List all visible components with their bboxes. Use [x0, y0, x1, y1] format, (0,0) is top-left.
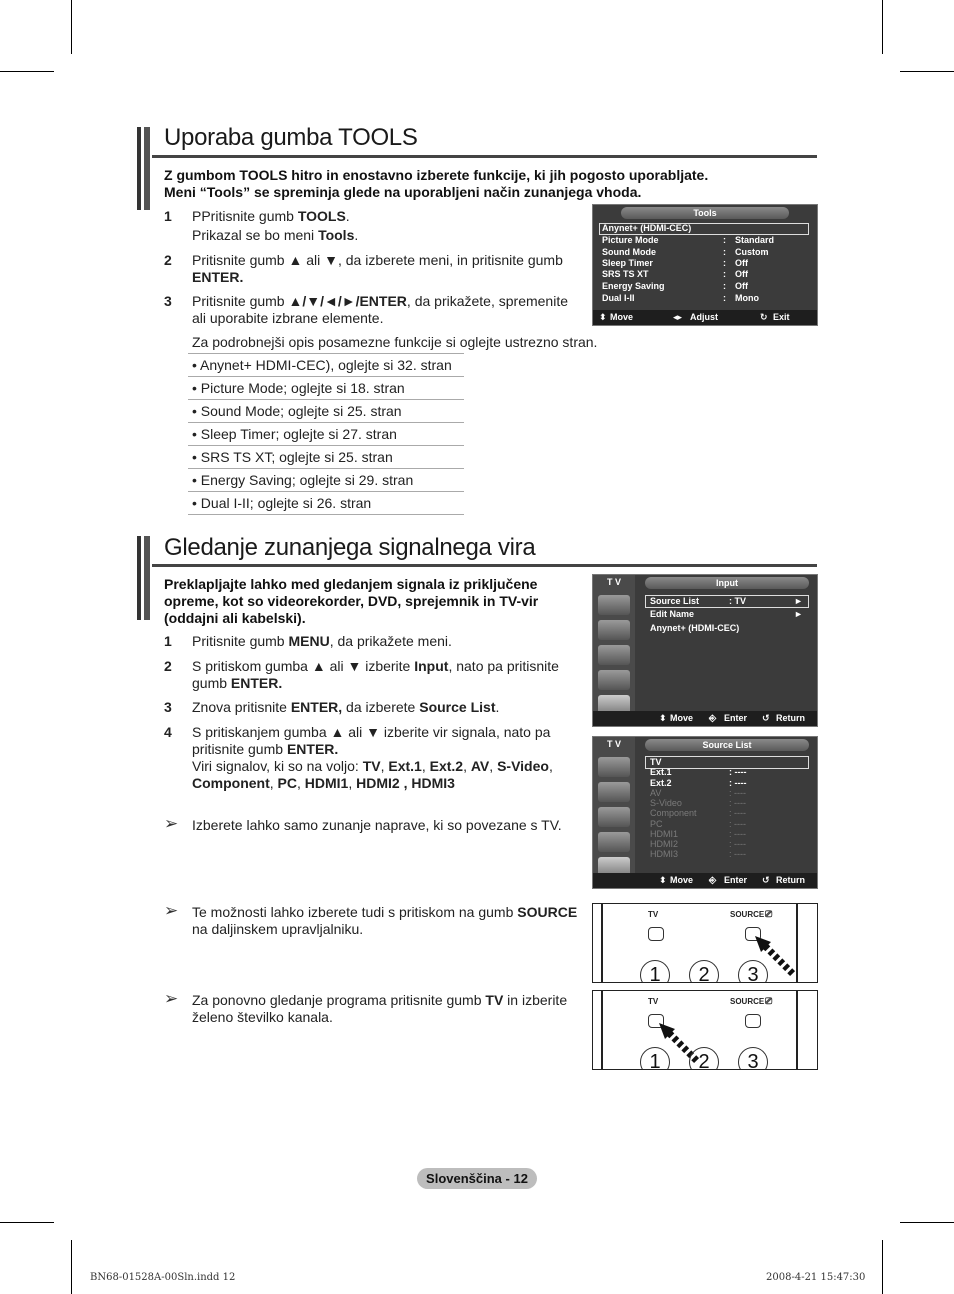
source-icon: ⎚: [765, 909, 773, 919]
source-value: : ----: [729, 839, 746, 849]
menu-value: Mono: [735, 293, 759, 303]
sidebar-label: T V: [606, 739, 621, 749]
menu-item: Anynet+ (HDMI-CEC): [650, 623, 740, 633]
digit-3-button[interactable]: 3: [738, 1047, 768, 1070]
source-value: : ----: [729, 808, 746, 818]
return-icon: ↺: [762, 875, 770, 885]
step-text: S pritiskom gumba ▲ ali ▼ izberite Input, nato pa pritisnite gumb ENTER.: [192, 658, 559, 691]
section-bar: [144, 536, 150, 620]
print-slug-date: 2008-4-21 15:47:30: [766, 1272, 866, 1283]
footer-adjust: Adjust: [690, 312, 718, 322]
source-item: AV: [650, 788, 662, 798]
menu-item: Source List: [650, 596, 700, 606]
source-item: PC: [650, 819, 663, 829]
picture-icon: [598, 757, 630, 777]
refs-intro: Za podrobnejši opis posamezne funkcije si oglejte ustrezno stran.: [192, 334, 598, 350]
remote-edge: [796, 991, 798, 1069]
menu-footer: [593, 310, 817, 325]
step-text: Znova pritisnite ENTER, da izberete Source List.: [192, 699, 500, 715]
note-arrow-icon: ➢: [164, 989, 179, 1008]
menu-item: Sleep Timer: [602, 258, 653, 268]
move-icon: ⬍: [599, 312, 607, 322]
reference-item: • Sleep Timer; oglejte si 27. stran: [188, 422, 464, 445]
source-item: HDMI3: [650, 849, 679, 859]
arrow-right-icon: ►: [794, 596, 803, 606]
reference-item: • Sound Mode; oglejte si 25. stran: [188, 399, 464, 422]
menu-footer: [593, 873, 817, 888]
footer-move: Move: [610, 312, 634, 322]
channel-icon: [598, 807, 630, 827]
digit-1-button[interactable]: 1: [640, 960, 670, 983]
section-bar: [144, 127, 150, 210]
note-text: Te možnosti lahko izberete tudi s pritiskom na gumb SOURCE na daljinskem upravljalniku.: [192, 904, 578, 937]
footer-move: Move: [670, 875, 694, 885]
footer-exit: Exit: [773, 312, 790, 322]
menu-item: Sound Mode: [602, 247, 656, 257]
menu-sep: :: [723, 281, 726, 291]
source-item: HDMI1: [650, 829, 679, 839]
digit-3-button[interactable]: 3: [738, 960, 768, 983]
crop-mark: [71, 0, 72, 54]
sidebar-label: T V: [606, 577, 621, 587]
step-number: 3: [164, 699, 172, 715]
source-value: : ----: [729, 778, 747, 788]
source-value: : ----: [729, 798, 746, 808]
page-number-badge: Slovenščina - 12: [417, 1168, 537, 1189]
remote-edge: [601, 991, 603, 1069]
menu-sep: :: [723, 258, 726, 268]
menu-sep: :: [723, 293, 726, 303]
menu-sep: :: [723, 247, 726, 257]
tv-label: TV: [648, 910, 659, 919]
source-item: HDMI2: [650, 839, 679, 849]
reference-item: • Energy Saving; oglejte si 29. stran: [188, 468, 464, 491]
channel-icon: [598, 645, 630, 665]
menu-value: Custom: [735, 247, 769, 257]
print-slug-file: BN68-01528A-00Sln.indd 12: [90, 1272, 236, 1283]
remote-illustration-source: [592, 903, 818, 983]
input-menu-screenshot: [592, 574, 818, 727]
footer-return: Return: [776, 713, 805, 723]
source-item: Ext.2: [650, 778, 672, 788]
source-value: : ----: [729, 767, 747, 777]
reference-list: [188, 353, 464, 515]
reference-item: • Dual I-II; oglejte si 26. stran: [188, 491, 464, 515]
step-number: 2: [164, 252, 172, 268]
digit-2-button[interactable]: 2: [689, 960, 719, 983]
menu-title: Tools: [621, 207, 789, 219]
step-text: Pritisnite gumb MENU, da prikažete meni.: [192, 633, 452, 649]
section-rule: [152, 564, 817, 567]
source-value: : ----: [729, 788, 746, 798]
section-intro: Preklapljajte lahko med gledanjem signala iz priključene opreme, kot so videorekorder, DVD, sprejemnik in TV-vir (oddajni ali kabelski).: [164, 576, 539, 626]
crop-mark: [71, 1240, 72, 1294]
return-icon: ↺: [762, 713, 770, 723]
footer-move: Move: [670, 713, 694, 723]
note-arrow-icon: ➢: [164, 814, 179, 833]
tv-label: TV: [648, 997, 659, 1006]
remote-edge: [601, 904, 603, 982]
section-bar: [137, 127, 141, 210]
menu-sidebar: [593, 575, 635, 711]
source-value: : ----: [729, 829, 746, 839]
source-value: : ----: [729, 849, 746, 859]
step-number: 3: [164, 293, 172, 309]
digit-1-button[interactable]: 1: [640, 1047, 670, 1070]
section-rule: [152, 155, 817, 158]
menu-value: Off: [735, 258, 748, 268]
reference-item: • SRS TS XT; oglejte si 25. stran: [188, 445, 464, 468]
source-item: TV: [650, 757, 662, 767]
tv-button[interactable]: [648, 927, 664, 941]
menu-item: SRS TS XT: [602, 269, 649, 279]
setup-icon: [598, 832, 630, 852]
menu-sidebar: [593, 737, 635, 873]
source-item: Component: [650, 808, 697, 818]
source-icon: ⎚: [765, 996, 773, 1006]
footer-enter: Enter: [724, 713, 748, 723]
tools-menu-screenshot: [592, 204, 818, 326]
reference-item: • Anynet+ HDMI-CEC), oglejte si 32. stran: [188, 353, 464, 376]
menu-sep: :: [723, 235, 726, 245]
crop-mark: [882, 0, 883, 54]
menu-item: Picture Mode: [602, 235, 659, 245]
step-number: 1: [164, 633, 172, 649]
crop-mark: [0, 71, 54, 72]
note-text: Izberete lahko samo zunanje naprave, ki so povezane s TV.: [192, 817, 562, 833]
footer-enter: Enter: [724, 875, 748, 885]
step-text: PPritisnite gumb TOOLS. Prikazal se bo meni Tools.: [192, 208, 359, 243]
remote-illustration-tv: [592, 990, 818, 1070]
footer-return: Return: [776, 875, 805, 885]
note-text: Za ponovno gledanje programa pritisnite gumb TV in izberite želeno številko kanala.: [192, 992, 568, 1025]
menu-item: Energy Saving: [602, 281, 665, 291]
menu-item: Anynet+ (HDMI-CEC): [602, 223, 692, 233]
menu-value: : TV: [729, 596, 746, 606]
menu-title: Source List: [645, 739, 809, 751]
source-label: SOURCE: [730, 997, 765, 1006]
sound-icon: [598, 620, 630, 640]
section-intro: Z gumbom TOOLS hitro in enostavno izberete funkcije, ki jih pogosto uporabljate. Meni “Tools” se spreminja glede na uporabljeni način zunanjega vhoda.: [164, 167, 709, 200]
exit-icon: ↻: [760, 312, 768, 322]
enter-icon: ⎆: [709, 875, 717, 885]
step-number: 1: [164, 208, 172, 224]
menu-item: Edit Name: [650, 609, 695, 619]
source-button[interactable]: [745, 1014, 761, 1028]
menu-value: Off: [735, 269, 748, 279]
reference-item: • Picture Mode; oglejte si 18. stran: [188, 376, 464, 399]
menu-value: Standard: [735, 235, 775, 245]
crop-mark: [900, 71, 954, 72]
sound-icon: [598, 782, 630, 802]
move-icon: ⬍: [659, 713, 667, 723]
setup-icon: [598, 670, 630, 690]
menu-title: Input: [645, 577, 809, 589]
step-text: Pritisnite gumb ▲/▼/◄/►/ENTER, da prikažete, spremenite ali uporabite izbrane elemente.: [192, 293, 569, 326]
source-item: Ext.1: [650, 767, 672, 777]
digit-2-button[interactable]: 2: [689, 1047, 719, 1070]
source-value: : ----: [729, 819, 746, 829]
source-list-screenshot: [592, 736, 818, 889]
enter-icon: ⎆: [709, 713, 717, 723]
source-label: SOURCE: [730, 910, 765, 919]
crop-mark: [882, 1240, 883, 1294]
picture-icon: [598, 595, 630, 615]
move-icon: ⬍: [659, 875, 667, 885]
step-number: 4: [164, 724, 172, 740]
menu-sep: :: [723, 269, 726, 279]
menu-item: Dual I-II: [602, 293, 635, 303]
source-item: S-Video: [650, 798, 682, 808]
adjust-icon: ◂▸: [673, 312, 683, 322]
section-bar: [137, 536, 141, 620]
menu-footer: [593, 711, 817, 726]
step-text: Pritisnite gumb ▲ ali ▼, da izberete meni, in pritisnite gumb ENTER.: [192, 252, 563, 285]
section-title: Uporaba gumba TOOLS: [164, 124, 418, 151]
arrow-right-icon: ►: [794, 609, 803, 619]
crop-mark: [0, 1222, 54, 1223]
menu-value: Off: [735, 281, 748, 291]
crop-mark: [900, 1222, 954, 1223]
step-text: S pritiskanjem gumba ▲ ali ▼ izberite vir signala, nato pa pritisnite gumb ENTER. Viri signalov, ki so na voljo: TV, Ext.1, Ext.2, AV, S-Video, Component, PC, HDMI1, HDMI2 , HDMI3: [192, 724, 553, 791]
step-number: 2: [164, 658, 172, 674]
note-arrow-icon: ➢: [164, 901, 179, 920]
section-title: Gledanje zunanjega signalnega vira: [164, 534, 536, 561]
